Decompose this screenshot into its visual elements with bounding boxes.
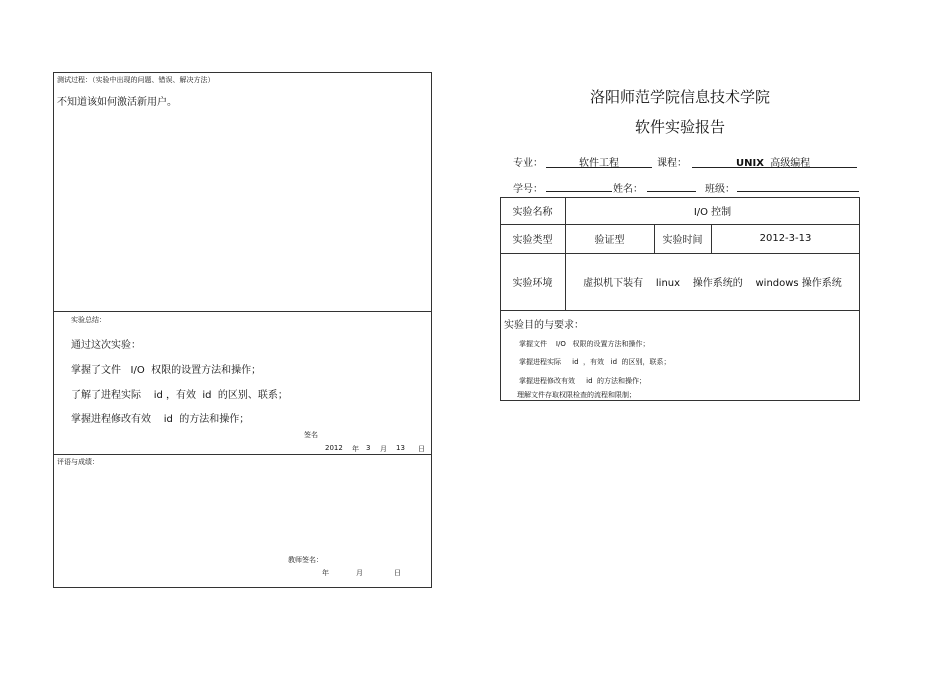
purpose-item-4: 理解文件存取权限检查的流程和限制； bbox=[517, 391, 636, 399]
student-id-underline bbox=[546, 191, 612, 192]
summary-line-1: 通过这次实验： bbox=[71, 340, 141, 351]
purpose-item-2: 掌握进程实际 id ，有效 id 的区别，联系； bbox=[519, 358, 671, 366]
purpose-item-3: 掌握进程修改有效 id 的方法和操作； bbox=[519, 377, 646, 385]
course-underline bbox=[692, 167, 857, 168]
divider-summary bbox=[53, 311, 432, 312]
name-cell-label: 实验名称 bbox=[512, 207, 553, 218]
summary-line-4: 掌握进程修改有效 id 的方法和操作； bbox=[71, 414, 250, 425]
date-year: 2012 bbox=[325, 444, 343, 452]
name-cell-value: I/O 控制 bbox=[693, 207, 732, 218]
table-row-line-3 bbox=[500, 310, 860, 311]
divider-review bbox=[53, 454, 432, 455]
name-underline bbox=[647, 191, 696, 192]
purpose-header: 实验目的与要求： bbox=[504, 320, 584, 331]
class-label: 班级： bbox=[705, 184, 735, 195]
type-cell-label: 实验类型 bbox=[512, 235, 553, 246]
teacher-sign-label: 教师签名： bbox=[288, 556, 323, 564]
course-value-rest: 高级编程 bbox=[770, 158, 811, 169]
date-month-unit: 月 bbox=[380, 445, 387, 453]
course-value-bold: UNIX bbox=[736, 158, 764, 169]
blank-date-year-unit: 年 bbox=[322, 569, 329, 577]
major-label: 专业： bbox=[513, 158, 543, 169]
time-cell-label: 实验时间 bbox=[662, 235, 703, 246]
type-cell-value: 验证型 bbox=[594, 235, 625, 246]
test-process-content: 不知道该如何激活新用户。 bbox=[57, 97, 177, 108]
blank-date-day-unit: 日 bbox=[394, 569, 401, 577]
student-id-label: 学号： bbox=[513, 184, 543, 195]
class-underline bbox=[737, 191, 859, 192]
env-cell-label: 实验环境 bbox=[512, 278, 553, 289]
review-header: 评语与成绩： bbox=[57, 458, 99, 466]
test-process-header: 测试过程：（实验中出现的问题、错误、解决方法） bbox=[57, 76, 215, 84]
purpose-item-1: 掌握文件 I/O 权限的设置方法和操作； bbox=[519, 340, 650, 348]
summary-header: 实验总结： bbox=[71, 316, 106, 324]
date-day-unit: 日 bbox=[418, 445, 425, 453]
name-label: 姓名： bbox=[613, 184, 643, 195]
course-label: 课程： bbox=[657, 158, 687, 169]
date-month: 3 bbox=[366, 444, 371, 452]
major-value: 软件工程 bbox=[579, 158, 619, 169]
major-underline bbox=[546, 167, 652, 168]
left-page-frame bbox=[53, 72, 432, 588]
summary-line-2: 掌握了文件 I/O 权限的设置方法和操作； bbox=[71, 365, 262, 376]
date-day: 13 bbox=[396, 444, 405, 452]
report-title-line-2: 软件实验报告 bbox=[634, 118, 725, 136]
blank-date-month-unit: 月 bbox=[356, 569, 363, 577]
date-year-unit: 年 bbox=[352, 445, 359, 453]
time-cell-value: 2012-3-13 bbox=[759, 233, 812, 244]
summary-line-3: 了解了进程实际 id ，有效 id 的区别、联系； bbox=[71, 390, 288, 401]
sign-label: 签名 bbox=[304, 431, 318, 439]
env-cell-value: 虚拟机下装有 linux 操作系统的 windows 操作系统 bbox=[583, 278, 842, 289]
report-title-line-1: 洛阳师范学院信息技术学院 bbox=[589, 88, 770, 106]
